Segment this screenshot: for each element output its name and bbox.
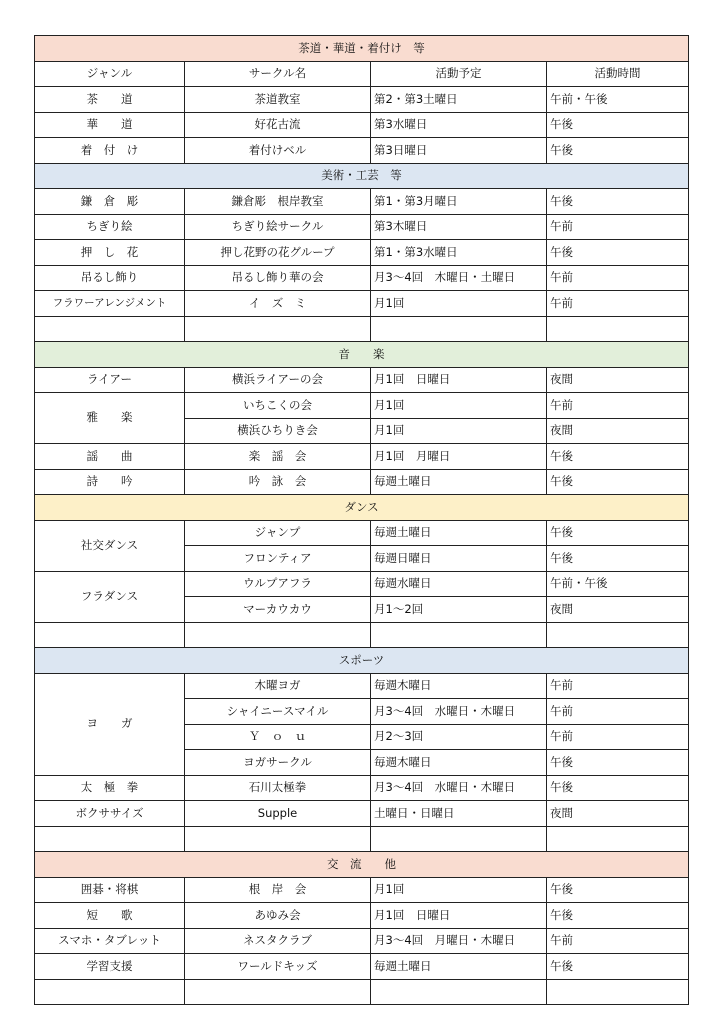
circle-cell: 押し花野の花グループ <box>185 240 371 266</box>
table-row <box>35 87 689 113</box>
genre-cell: ちぎり絵 <box>35 214 185 240</box>
schedule-cell: 月1回 日曜日 <box>371 367 547 393</box>
time-cell: 夜間 <box>547 367 689 393</box>
table-row <box>35 801 689 827</box>
circle-cell: ちぎり絵サークル <box>185 214 371 240</box>
genre-cell: フラワーアレンジメント <box>35 291 185 317</box>
schedule-cell: 月3～4回 水曜日・木曜日 <box>371 775 547 801</box>
column-header-schedule: 活動予定 <box>371 61 547 87</box>
column-header-genre: ジャンル <box>35 61 185 87</box>
genre-cell: 押 し 花 <box>35 240 185 266</box>
circle-activity-table <box>34 35 689 1005</box>
genre-cell: 着 付 け <box>35 138 185 164</box>
schedule-cell: 毎週木曜日 <box>371 673 547 699</box>
table-row <box>35 954 689 980</box>
circle-cell: 鎌倉彫 根岸教室 <box>185 189 371 215</box>
circle-cell: ジャンプ <box>185 520 371 546</box>
section-header-sports <box>35 648 689 674</box>
circle-cell: 横浜ひちりき会 <box>185 418 371 444</box>
table-row <box>35 291 689 317</box>
time-cell: 午前 <box>547 928 689 954</box>
circle-cell: 石川太極拳 <box>185 775 371 801</box>
table-row <box>35 903 689 929</box>
schedule-cell: 第2・第3土曜日 <box>371 87 547 113</box>
genre-cell: 鎌 倉 彫 <box>35 189 185 215</box>
time-cell: 午後 <box>547 112 689 138</box>
schedule-cell: 月1回 日曜日 <box>371 903 547 929</box>
table-row <box>35 265 689 291</box>
circle-cell: 吟 詠 会 <box>185 469 371 495</box>
table-row <box>35 138 689 164</box>
table-row <box>35 444 689 470</box>
circle-cell: Ｙ ｏ ｕ <box>185 724 371 750</box>
circle-cell: ウルプアフラ <box>185 571 371 597</box>
schedule-cell: 第1・第3月曜日 <box>371 189 547 215</box>
section-title: スポーツ <box>35 648 689 674</box>
table-row <box>35 189 689 215</box>
schedule-cell: 月1回 <box>371 418 547 444</box>
schedule-cell: 第3水曜日 <box>371 112 547 138</box>
schedule-cell: 毎週木曜日 <box>371 750 547 776</box>
genre-cell: 雅 楽 <box>35 393 185 444</box>
schedule-cell: 第3日曜日 <box>371 138 547 164</box>
schedule-cell: 毎週水曜日 <box>371 571 547 597</box>
circle-cell: 茶道教室 <box>185 87 371 113</box>
schedule-cell: 月2～3回 <box>371 724 547 750</box>
time-cell: 夜間 <box>547 597 689 623</box>
schedule-cell: 月3～4回 木曜日・土曜日 <box>371 265 547 291</box>
time-cell: 午後 <box>547 750 689 776</box>
time-cell: 午後 <box>547 903 689 929</box>
table-row <box>35 571 689 597</box>
circle-cell: 木曜ヨガ <box>185 673 371 699</box>
section-title: 茶道・華道・着付け 等 <box>35 36 689 62</box>
circle-cell: 着付けベル <box>185 138 371 164</box>
schedule-cell: 月1回 <box>371 877 547 903</box>
empty-row <box>35 622 689 648</box>
empty-row <box>35 316 689 342</box>
circle-cell: ヨガサークル <box>185 750 371 776</box>
time-cell: 午後 <box>547 954 689 980</box>
time-cell: 午前 <box>547 291 689 317</box>
column-header-time: 活動時間 <box>547 61 689 87</box>
circle-cell: 好花古流 <box>185 112 371 138</box>
circle-cell: シャイニースマイル <box>185 699 371 725</box>
schedule-cell: 月3～4回 水曜日・木曜日 <box>371 699 547 725</box>
table-row <box>35 393 689 419</box>
time-cell: 午後 <box>547 444 689 470</box>
time-cell: 午前 <box>547 265 689 291</box>
schedule-cell: 月1回 <box>371 393 547 419</box>
time-cell: 午後 <box>547 189 689 215</box>
time-cell: 午後 <box>547 877 689 903</box>
table-row <box>35 469 689 495</box>
time-cell: 午前 <box>547 724 689 750</box>
table-row <box>35 367 689 393</box>
genre-cell: 学習支援 <box>35 954 185 980</box>
section-header-tea <box>35 36 689 62</box>
circle-cell: いちこくの会 <box>185 393 371 419</box>
circle-cell: マーカウカウ <box>185 597 371 623</box>
time-cell: 午前・午後 <box>547 571 689 597</box>
genre-cell: 囲碁・将棋 <box>35 877 185 903</box>
section-title: 交 流 他 <box>35 852 689 878</box>
circle-cell: 楽 謡 会 <box>185 444 371 470</box>
genre-cell: 謡 曲 <box>35 444 185 470</box>
circle-cell: ネスタクラブ <box>185 928 371 954</box>
genre-cell: 詩 吟 <box>35 469 185 495</box>
time-cell: 夜間 <box>547 418 689 444</box>
table-row <box>35 928 689 954</box>
section-header-exchange <box>35 852 689 878</box>
schedule-cell: 月1回 <box>371 291 547 317</box>
table-row <box>35 214 689 240</box>
table-row <box>35 775 689 801</box>
genre-cell: 短 歌 <box>35 903 185 929</box>
time-cell: 午後 <box>547 469 689 495</box>
circle-cell: 吊るし飾り華の会 <box>185 265 371 291</box>
genre-cell: 吊るし飾り <box>35 265 185 291</box>
time-cell: 午前 <box>547 699 689 725</box>
genre-cell: 華 道 <box>35 112 185 138</box>
schedule-cell: 毎週土曜日 <box>371 469 547 495</box>
circle-cell: Supple <box>185 801 371 827</box>
time-cell: 午後 <box>547 520 689 546</box>
schedule-cell: 第1・第3水曜日 <box>371 240 547 266</box>
schedule-cell: 毎週日曜日 <box>371 546 547 572</box>
schedule-cell: 土曜日・日曜日 <box>371 801 547 827</box>
circle-cell: あゆみ会 <box>185 903 371 929</box>
time-cell: 午前・午後 <box>547 87 689 113</box>
time-cell: 午後 <box>547 775 689 801</box>
empty-row <box>35 826 689 852</box>
schedule-cell: 月3～4回 月曜日・木曜日 <box>371 928 547 954</box>
circle-cell: フロンティア <box>185 546 371 572</box>
time-cell: 夜間 <box>547 801 689 827</box>
table-row <box>35 877 689 903</box>
genre-cell: フラダンス <box>35 571 185 622</box>
schedule-cell: 毎週土曜日 <box>371 954 547 980</box>
genre-cell: スマホ・タブレット <box>35 928 185 954</box>
circle-cell: 横浜ライアーの会 <box>185 367 371 393</box>
schedule-cell: 月1回 月曜日 <box>371 444 547 470</box>
table-row <box>35 240 689 266</box>
section-title: 音 楽 <box>35 342 689 368</box>
time-cell: 午後 <box>547 240 689 266</box>
table-row <box>35 520 689 546</box>
time-cell: 午前 <box>547 393 689 419</box>
section-header-art <box>35 163 689 189</box>
genre-cell: ボクササイズ <box>35 801 185 827</box>
schedule-cell: 第3木曜日 <box>371 214 547 240</box>
time-cell: 午前 <box>547 214 689 240</box>
genre-cell: 社交ダンス <box>35 520 185 571</box>
empty-row <box>35 979 689 1005</box>
section-title: ダンス <box>35 495 689 521</box>
table-row <box>35 112 689 138</box>
circle-cell: ワールドキッズ <box>185 954 371 980</box>
section-header-dance <box>35 495 689 521</box>
column-header-row <box>35 61 689 87</box>
genre-cell: 太 極 拳 <box>35 775 185 801</box>
time-cell: 午後 <box>547 546 689 572</box>
time-cell: 午後 <box>547 138 689 164</box>
table-row <box>35 673 689 699</box>
schedule-cell: 毎週土曜日 <box>371 520 547 546</box>
time-cell: 午前 <box>547 673 689 699</box>
genre-cell: 茶 道 <box>35 87 185 113</box>
section-header-music <box>35 342 689 368</box>
genre-cell: ヨ ガ <box>35 673 185 775</box>
circle-cell: イ ズ ミ <box>185 291 371 317</box>
schedule-cell: 月1～2回 <box>371 597 547 623</box>
circle-cell: 根 岸 会 <box>185 877 371 903</box>
column-header-circle: サークル名 <box>185 61 371 87</box>
section-title: 美術・工芸 等 <box>35 163 689 189</box>
genre-cell: ライアー <box>35 367 185 393</box>
